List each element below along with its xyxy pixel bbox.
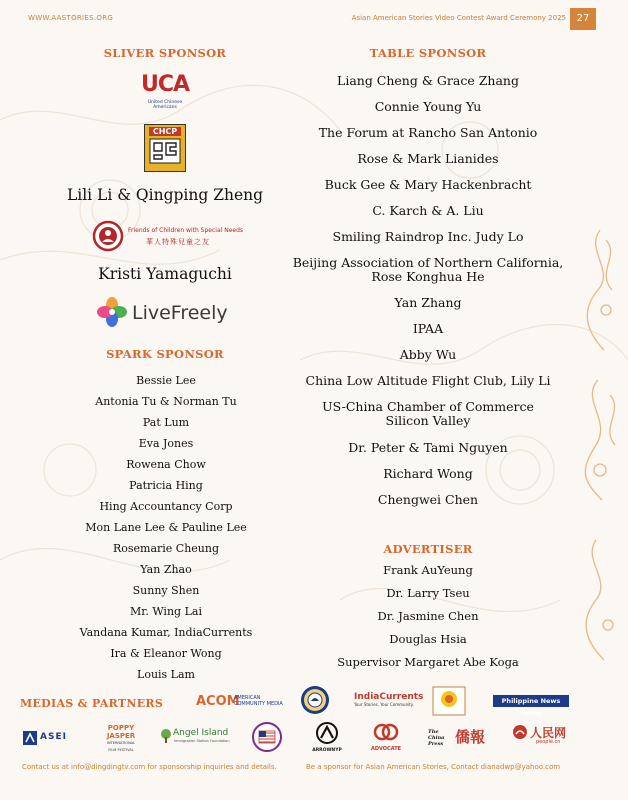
spark-sponsor-item: Vandana Kumar, IndiaCurrents (79, 626, 253, 639)
page-number: 27 (570, 8, 596, 30)
spark-sponsor-heading: SPARK SPONSOR (106, 347, 224, 361)
indiacurrents-logo-text: IndiaCurrents (354, 692, 424, 702)
people-cn-logo-text: 人民网 (530, 726, 567, 740)
seal-logo-icon (300, 685, 330, 715)
spark-sponsor-item: Rowena Chow (126, 458, 206, 471)
uca-logo-sub: United Chinese Americans (147, 100, 183, 110)
uca-logo-text: UCA (140, 72, 190, 97)
partners-heading: MEDIAS & PARTNERS (20, 697, 164, 710)
sponsor-name-kristi-yamaguchi: Kristi Yamaguchi (98, 265, 232, 283)
table-sponsor-item: Smiling Raindrop Inc. Judy Lo (332, 229, 524, 244)
spark-sponsor-item: Louis Lam (137, 668, 195, 681)
poppy-jasper-logo (106, 724, 136, 754)
asei-logo (22, 730, 80, 746)
footer-contact-right: Be a sponsor for Asian American Stories, Contact dianadwp@yahoo.com (306, 763, 561, 771)
acom-logo-text: ACOM (196, 694, 240, 709)
people-cn-logo (512, 724, 572, 748)
people-cn-mark-icon (512, 724, 528, 740)
china-press-logo-chinese: 僑報 (455, 728, 486, 746)
table-sponsor-item: Abby Wu (399, 347, 457, 362)
emblem-logo-icon (432, 686, 466, 716)
chcp-logo-pattern (149, 138, 181, 164)
page-header (0, 0, 628, 32)
asei-logo-text: ASEI (40, 732, 67, 742)
angel-island-logo-sub: Immigration Station Foundation (174, 739, 230, 743)
table-sponsor-item: Richard Wong (383, 466, 473, 481)
table-sponsor-item: IPAA (412, 321, 444, 336)
spark-sponsor-item: Yan Zhao (140, 563, 192, 576)
fcsn-emblem-icon (92, 220, 124, 252)
fcsn-logo-chinese: 華人特殊兒童之友 (146, 238, 210, 246)
table-sponsor-item: Dr. Peter & Tami Nguyen (348, 440, 508, 455)
angel-island-logo-text: Angel Island (173, 728, 229, 738)
advocate-logo (368, 722, 404, 752)
china-press-logo-text: The China Press (428, 729, 445, 747)
table-sponsor-item: Chengwei Chen (377, 492, 479, 507)
spark-sponsor-item: Bessie Lee (136, 374, 196, 387)
table-sponsor-item: China Low Altitude Flight Club, Lily Li (305, 373, 551, 388)
acom-logo (196, 694, 286, 714)
arrownyp-logo (312, 722, 342, 753)
chcp-logo (144, 124, 186, 172)
arrownyp-logo-text: ARROWNYP (312, 748, 342, 753)
angel-island-logo (160, 728, 230, 746)
asei-mark-icon (22, 730, 38, 746)
table-sponsor-item: Buck Gee & Mary Hackenbracht (324, 177, 532, 192)
spark-sponsor-item: Rosemarie Cheung (112, 542, 220, 555)
spark-sponsor-item: Eva Jones (138, 437, 194, 450)
spark-sponsor-item: Antonia Tu & Norman Tu (95, 395, 237, 408)
spark-sponsor-item: Sunny Shen (132, 584, 200, 597)
spark-sponsor-item: Pat Lum (142, 416, 190, 429)
chcp-logo-text: CHCP (149, 127, 181, 136)
poppy-jasper-logo-text: POPPY JASPER (106, 724, 136, 740)
spark-sponsor-item: Ira & Eleanor Wong (110, 647, 222, 660)
livefreely-logo-text: LiveFreely (132, 302, 228, 324)
site-url: WWW.AASTORIES.ORG (28, 14, 114, 22)
table-sponsor-item: US-China Chamber of Commerce Silicon Valley (322, 399, 534, 428)
table-sponsor-item: Yan Zhang (394, 295, 462, 310)
china-press-logo (428, 726, 496, 746)
philippine-news-logo: Philippine News Today (493, 695, 569, 707)
livefreely-flower-icon (96, 296, 128, 328)
table-sponsor-item: C. Karch & A. Liu (372, 203, 484, 218)
spark-sponsor-item: Mon Lane Lee & Pauline Lee (85, 521, 247, 534)
indiacurrents-logo-sub: Your Stories. Your Community. (354, 702, 414, 707)
sponsor-name-lili-li: Lili Li & Qingping Zheng (66, 186, 264, 204)
indiacurrents-logo (354, 692, 424, 714)
sliver-sponsor-heading: SLIVER SPONSOR (103, 46, 227, 60)
fcsn-logo (92, 220, 262, 252)
advertiser-item: Frank AuYeung (383, 563, 473, 577)
advertiser-item: Dr. Jasmine Chen (377, 609, 479, 623)
advertiser-item: Douglas Hsia (389, 632, 467, 646)
spark-sponsor-item: Mr. Wing Lai (130, 605, 202, 618)
footer-contact-left: Contact us at info@dingdingtv.com for sponsorship inquiries and details. (22, 763, 277, 771)
advertiser-item: Supervisor Margaret Abe Koga (337, 655, 519, 669)
table-sponsor-item: Liang Cheng & Grace Zhang (337, 73, 519, 88)
advertiser-item: Dr. Larry Tseu (386, 586, 470, 600)
spark-sponsor-item: Hing Accountancy Corp (99, 500, 233, 513)
angel-island-tree-icon (160, 729, 172, 743)
arrownyp-mark-icon (315, 722, 339, 744)
acom-logo-sub: AMERICAN COMMUNITY MEDIA (234, 695, 283, 707)
advocate-logo-text: ADVOCATE (370, 746, 402, 752)
people-cn-logo-sub: people.cn (536, 739, 561, 745)
table-sponsor-item: Beijing Association of Northern California, Rose Konghua He (292, 255, 564, 284)
poppy-jasper-logo-sub: INTERNATIONAL FILM FESTIVAL (106, 741, 136, 752)
table-sponsor-item: Connie Young Yu (374, 99, 482, 114)
fcsn-logo-text: Friends of Children with Special Needs (128, 227, 244, 234)
event-title: Asian American Stories Video Contest Award Ceremony 2025 (351, 14, 566, 22)
advertiser-heading: ADVERTISER (383, 542, 473, 556)
table-sponsor-heading: TABLE SPONSOR (369, 46, 487, 60)
advocate-rings-icon (373, 722, 399, 742)
table-sponsor-item: The Forum at Rancho San Antonio (318, 125, 538, 140)
spark-sponsor-item: Patricia Hing (129, 479, 203, 492)
flag-emblem-icon (252, 722, 282, 752)
livefreely-logo (96, 296, 230, 330)
uca-logo (137, 72, 193, 114)
table-sponsor-item: Rose & Mark Lianides (357, 151, 499, 166)
